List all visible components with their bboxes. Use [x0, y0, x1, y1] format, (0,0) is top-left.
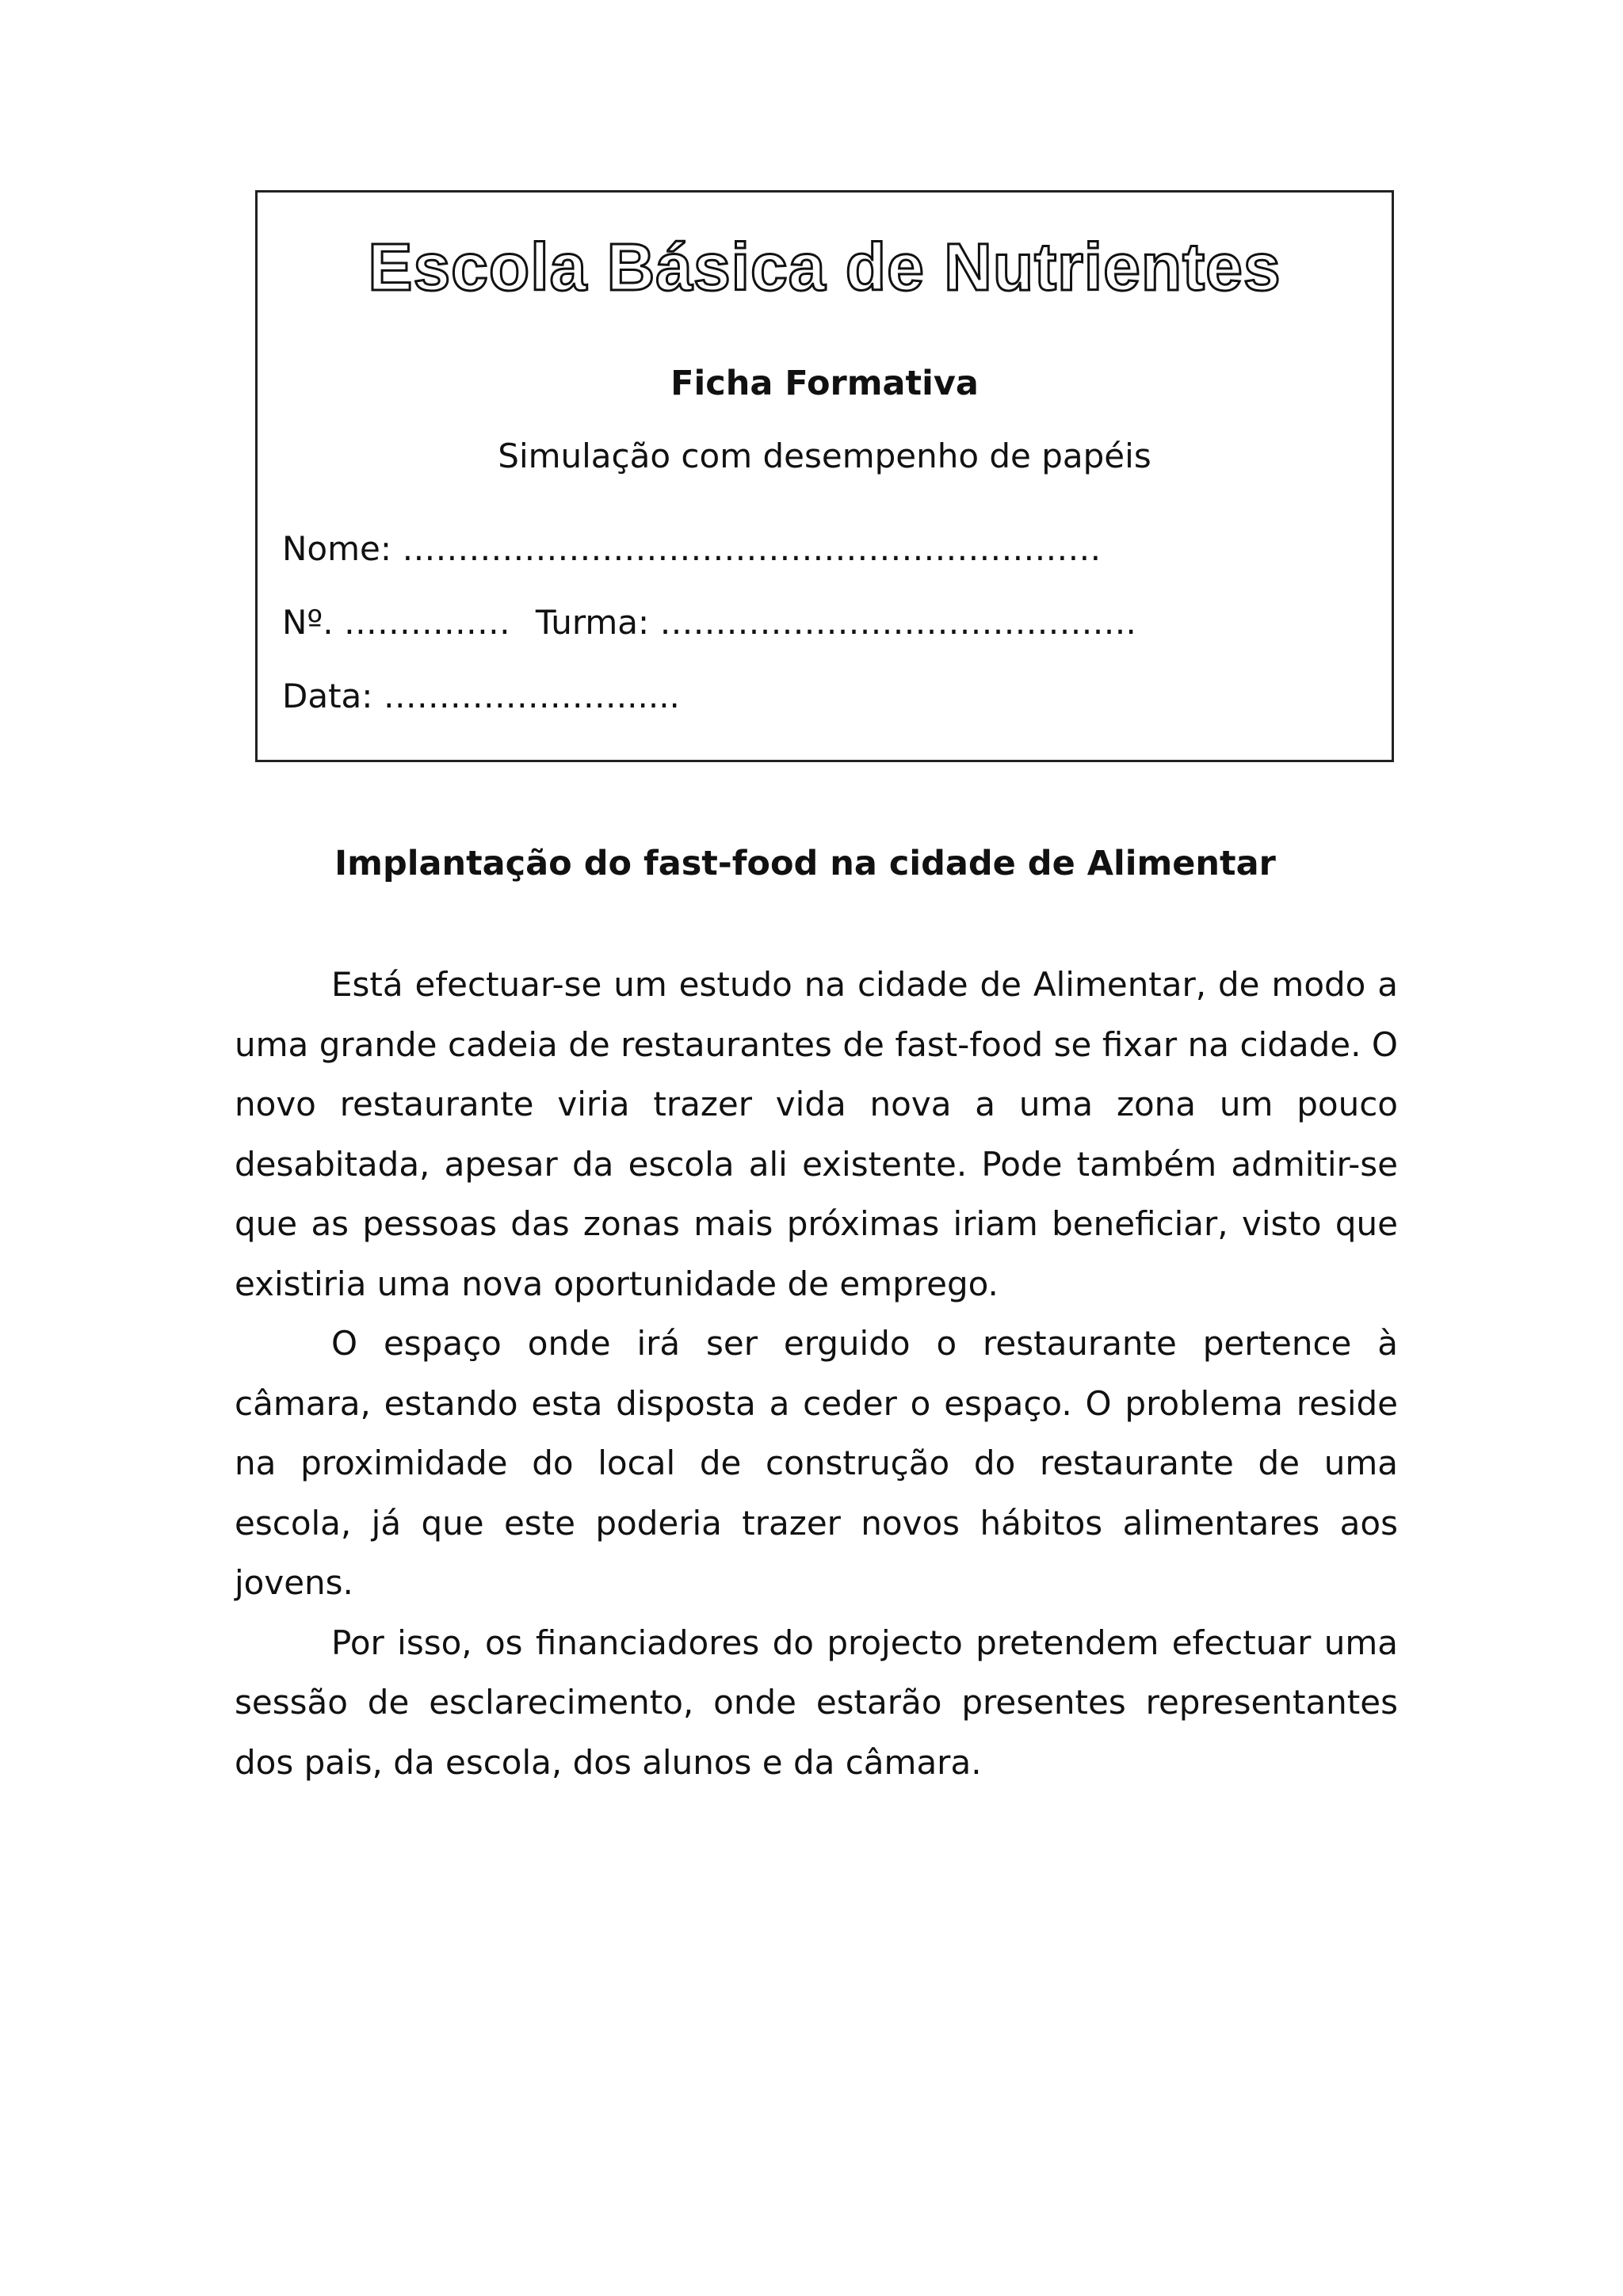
name-label: Nome:	[282, 529, 392, 568]
number-class-field	[282, 603, 1136, 643]
document-body	[235, 955, 1398, 1792]
number-label: Nº.	[282, 603, 334, 642]
date-field	[282, 677, 680, 716]
paragraph: Por isso, os financiadores do projecto pretendem efectuar uma sessão de esclarecimento, onde estarão presentes representantes dos pais, da escola, dos alunos e da câmara.	[235, 1623, 1398, 1782]
header-box	[255, 190, 1394, 762]
name-blank: ………………………………………………………	[402, 529, 1102, 568]
name-field	[282, 529, 1101, 569]
sheet-type: Ficha Formativa	[670, 364, 979, 403]
paragraph: O espaço onde irá ser erguido o restaurante pertence à câmara, estando esta disposta a ceder o espaço. O problema reside na proximidade do local de construção do restaurante de uma escola, já que este poderia trazer novos hábitos alimentares aos jovens.	[235, 1324, 1398, 1602]
class-label: Turma:	[535, 603, 650, 642]
paragraph: Está efectuar-se um estudo na cidade de Alimentar, de modo a uma grande cadeia de restaurantes de fast-food se fixar na cidade. O novo restaurante viria trazer vida nova a uma zona um pouco desabitada, apesar da escola ali existente. Pode também admitir-se que as pessoas das zonas mais próximas iriam beneficiar, visto que existiria uma nova oportunidade de emprego.	[235, 965, 1398, 1303]
class-blank: …………………………………….	[659, 603, 1136, 642]
date-blank: …………………......	[383, 677, 680, 715]
sheet-subtitle: Simulação com desempenho de papéis	[498, 437, 1151, 475]
school-name: Escola Básica de Nutrientes	[368, 230, 1281, 304]
date-label: Data:	[282, 677, 373, 715]
document-title: Implantação do fast-food na cidade de Alimentar	[334, 844, 1276, 883]
number-blank: ……………	[343, 603, 510, 642]
